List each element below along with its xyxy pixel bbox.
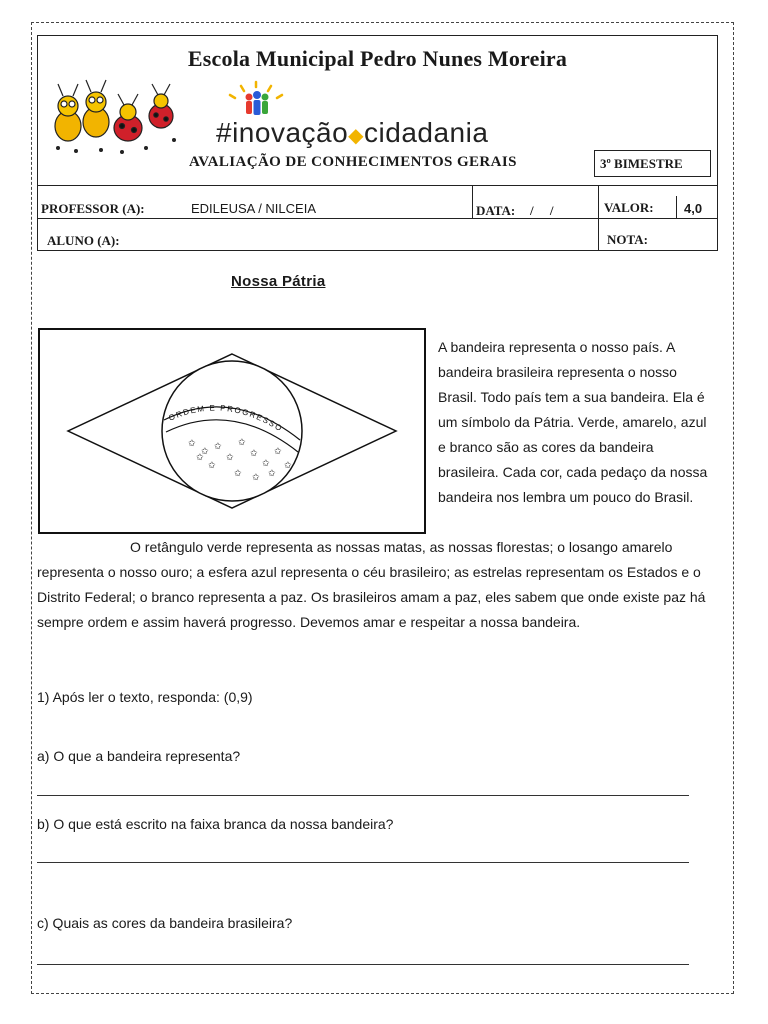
svg-text:✩: ✩ [234,469,242,479]
svg-text:✩: ✩ [252,473,260,483]
divider-top [38,185,717,186]
question-intro: 1) Após ler o texto, responda: (0,9) [37,689,253,705]
bimestre-box: 3º BIMESTRE [594,150,711,177]
document-title: Nossa Pátria [231,273,326,290]
svg-text:✩: ✩ [188,439,196,449]
hashtag-prefix: #inovação [216,117,349,148]
ladybug-1 [114,94,142,141]
side-paragraph: A bandeira representa o nosso país. A bandeira brasileira representa o nosso Brasil. Todo país tem a sua bandeira. Ela é um símbolo da Pátria. Verde, amarelo, azul e branco são as cores da bandeira brasileira. Cada cor, cada pedaço da nossa bandeira nos lembra um pouco do Brasil. [438,339,708,505]
body-paragraph: O retângulo verde representa as nossas matas, as nossas florestas; o losango amarelo representa o nosso ouro; a esfera azul representa o céu brasileiro; as estrelas representam os Estados e o Distrito Federal; o branco representa a paz. Os brasileiros amam a paz, eles sabem que onde existe paz há sempre ordem e assim haverá progresso. Devemos amar e respeitar a nossa bandeira. [37,539,706,630]
svg-text:✩: ✩ [250,449,258,459]
ladybugs-illustration [46,78,186,158]
svg-text:✩: ✩ [238,438,246,448]
answer-line-b[interactable] [37,862,689,863]
valor-value: 4,0 [684,201,703,216]
aluno-label: ALUNO (A): [47,233,120,248]
flag-motto: ORDEM E PROGRESSO [167,403,285,434]
school-name: Escola Municipal Pedro Nunes Moreira [187,46,568,71]
question-a: a) O que a bandeira representa? [37,748,241,764]
svg-text:✩: ✩ [226,453,234,463]
bee-2 [83,80,109,137]
divider-middle [38,218,717,219]
hashtag-suffix: cidadania [364,117,489,148]
inovacao-cidadania-logo [216,80,296,120]
divider-valor [598,185,599,250]
question-c: c) Quais as cores da bandeira brasileira? [37,915,293,931]
svg-text:✩: ✩ [201,447,209,457]
svg-text:✩: ✩ [268,469,276,479]
evaluation-title: AVALIAÇÃO DE CONHECIMENTOS GERAIS [189,154,517,170]
data-label: DATA: [476,203,516,218]
nota-label: NOTA: [607,232,648,247]
bulb-icon: ◆ [348,125,365,147]
data-value[interactable]: / / [530,203,554,218]
svg-text:✩: ✩ [196,453,204,463]
professor-label: PROFESSOR (A): [41,201,145,216]
answer-line-c[interactable] [37,964,689,965]
svg-text:✩: ✩ [262,459,270,469]
header-box [37,35,718,251]
divider-data [472,185,473,219]
answer-line-a[interactable] [37,795,689,796]
svg-text:✩: ✩ [284,461,292,471]
valor-label: VALOR: [604,200,654,215]
bee-1 [55,84,81,141]
question-b: b) O que está escrito na faixa branca da nossa bandeira? [37,816,394,832]
hashtag-text [216,117,488,149]
svg-text:✩: ✩ [214,442,222,452]
professor-value: EDILEUSA / NILCEIA [191,201,316,216]
ladybug-2 [149,84,173,128]
svg-text:✩: ✩ [274,447,282,457]
divider-valor-value [676,196,677,218]
brazil-flag-drawing [38,328,426,534]
svg-text:✩: ✩ [208,461,216,471]
